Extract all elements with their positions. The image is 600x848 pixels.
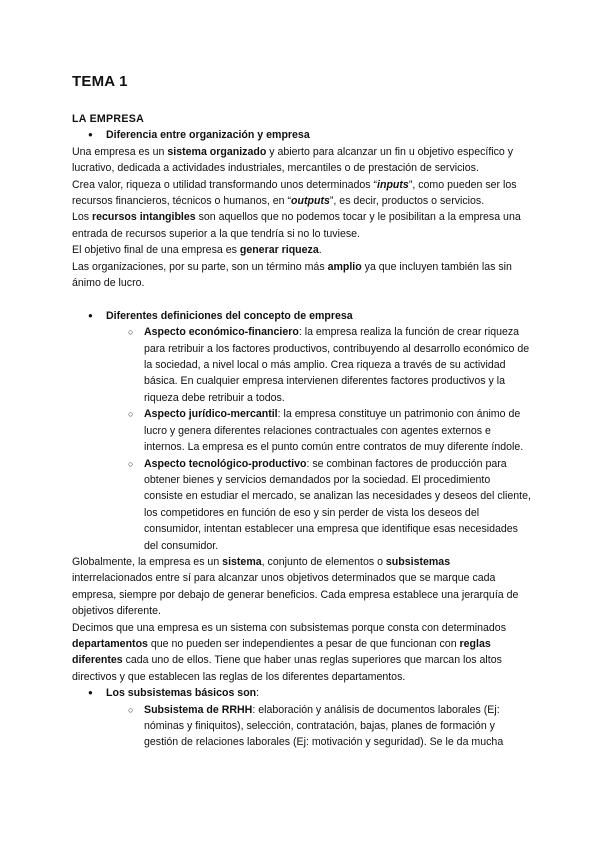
sub-bullet-item xyxy=(72,406,532,455)
text-run: ya que incluyen también las sin ánimo de lucro. xyxy=(72,260,512,290)
bullet-text: Diferentes definiciones del concepto de empresa xyxy=(106,309,353,322)
doc-title: TEMA 1 xyxy=(72,73,128,90)
text-run: : la empresa realiza la función de crear riqueza para retribuir a los factores productivos, contribuyendo al desarrollo económico de la sociedad, a nivel local o más amplio. Crea riqueza a través de su actividad básica. En cualquier empresa intervienen diferentes factores productivos y la riqueza debe retribuir a todos. xyxy=(144,326,530,404)
bullet-text: Los subsistemas básicos son xyxy=(106,687,257,700)
text-run: Globalmente, la empresa es un xyxy=(72,555,223,568)
text-run: Los xyxy=(72,211,93,224)
bold-run: amplio xyxy=(327,260,362,273)
bold-run: Aspecto tecnológico-productivo xyxy=(144,457,307,470)
text-run: que no pueden ser independientes a pesar de que funcionan con xyxy=(147,637,460,650)
text-run: Crea valor, riqueza o utilidad transformando unos determinados “ xyxy=(72,178,378,191)
sub-bullet-item xyxy=(72,456,532,554)
bold-run: Aspecto económico-financiero xyxy=(144,326,299,339)
paragraph xyxy=(72,242,532,258)
text-run: Decimos que una empresa es un sistema con subsistemas porque consta con determinados xyxy=(72,621,506,634)
paragraph xyxy=(72,144,532,177)
text-run: : la empresa constituye un patrimonio con ánimo de lucro y genera diferentes relaciones contractuales con agentes externos e internos. La empresa es el punto común entre contratos de muy diferente índole. xyxy=(144,408,524,454)
text-run: cada uno de ellos. Tiene que haber unas reglas superiores que marcan los altos directivos y que establecen las reglas de los diferentes departamentos. xyxy=(72,654,502,683)
bullet-text: Diferencia entre organización y empresa xyxy=(106,129,310,142)
bold-run: subsistemas xyxy=(385,555,451,568)
bold-run: Aspecto jurídico-mercantil xyxy=(144,408,278,421)
text-run: Las organizaciones, por su parte, son un término más xyxy=(72,260,328,273)
text-run: ”, como pueden ser los recursos financieros, técnicos o humanos, en “ xyxy=(72,178,517,208)
text-run: : se combinan factores de producción para obtener bienes y servicios demandados por la sociedad. El procedimiento consiste en estudiar el mercado, se analizan las necesidades y deseos del cliente, los competidores en función de eso y sin perder de vista los deseos del consumidor, intentan establecer una empresa que identifique esas necesidades del consumidor. xyxy=(144,457,531,552)
paragraph xyxy=(72,554,532,620)
doc-body xyxy=(72,111,532,751)
bold-italic-run: outputs xyxy=(291,195,330,208)
paragraph xyxy=(72,259,532,292)
text-run: El objetivo final de una empresa es xyxy=(72,244,240,257)
bullet-item xyxy=(72,308,532,324)
spacer xyxy=(72,291,532,307)
text-run: ”, es decir, productos o servicios. xyxy=(329,195,485,208)
section-heading: LA EMPRESA xyxy=(72,113,145,125)
bold-run: generar riqueza xyxy=(239,244,319,257)
bold-italic-run: inputs xyxy=(377,178,409,191)
sub-bullet-item xyxy=(72,324,532,406)
text-run: : elaboración y análisis de documentos laborales (Ej: nóminas y finiquitos), selección, contratación, bajas, planes de formación y gestión de relaciones laborales (Ej: motivación y seguridad). Se le da mucha xyxy=(144,703,504,749)
text-run: son aquellos que no podemos tocar y le posibilitan a la empresa una entrada de recursos superior a la que tendría si no lo tuviese. xyxy=(72,211,521,240)
text-run: : xyxy=(256,687,260,700)
bold-run: recursos intangibles xyxy=(92,211,196,224)
text-run: interrelacionados entre sí para alcanzar unos objetivos determinados que se marque cada empresa, siempre por debajo de generar beneficios. Cada empresa establece una jerarquía de objetivos diferente. xyxy=(72,572,519,618)
bold-run: reglas diferentes xyxy=(72,637,491,667)
paragraph xyxy=(72,620,532,686)
paragraph xyxy=(72,209,532,242)
text-run: Una empresa es un xyxy=(72,145,168,158)
sub-bullet-item xyxy=(72,702,532,751)
paragraph xyxy=(72,177,532,210)
bullet-item xyxy=(72,685,532,701)
text-run: . xyxy=(318,244,322,257)
text-run: , conjunto de elementos o xyxy=(261,555,386,568)
bullet-item xyxy=(72,127,532,143)
bold-run: departamentos xyxy=(72,637,148,650)
bold-run: Subsistema de RRHH xyxy=(144,703,253,716)
text-run: y abierto para alcanzar un fin u objetivo específico y lucrativo, dedicada a actividades industriales, mercantiles o de prestación de servicios. xyxy=(72,145,514,175)
bold-run: sistema organizado xyxy=(167,145,267,158)
bold-run: sistema xyxy=(222,555,262,568)
